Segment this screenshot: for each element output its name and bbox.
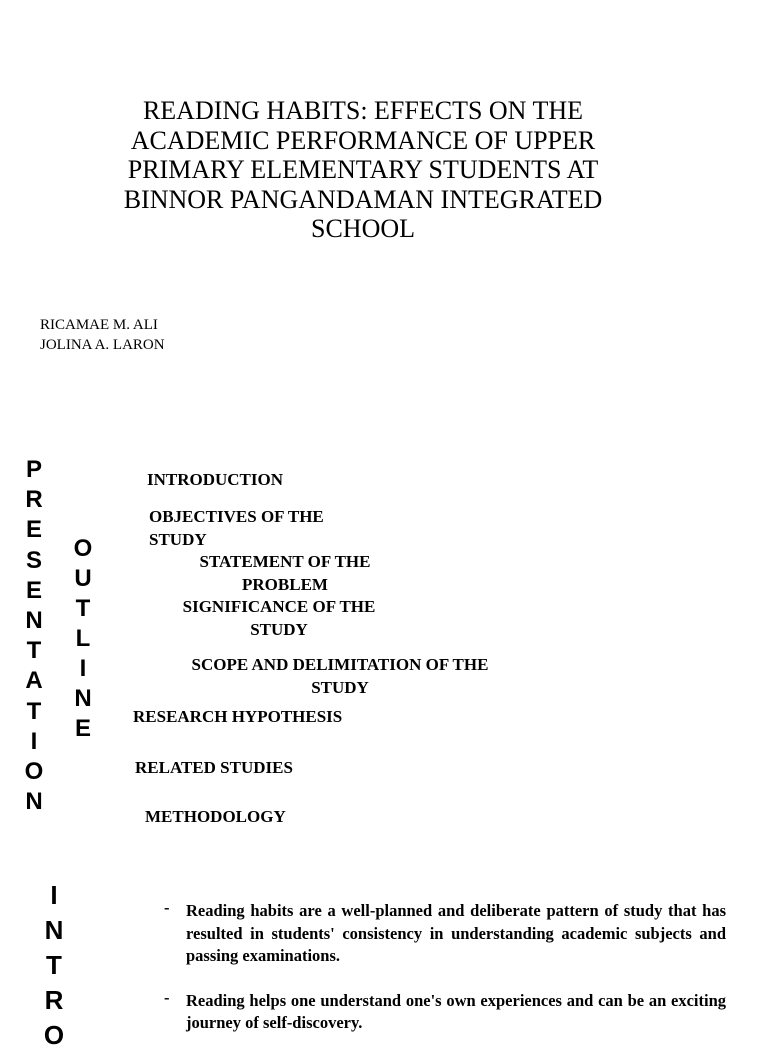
outline-item-hypothesis (133, 706, 342, 729)
vertical-letter: O (24, 757, 44, 785)
outline-item-statement (170, 551, 400, 596)
bullet-text: Reading habits are a well-planned and deliberate pattern of study that has resulted in students' consistency in understanding academic subjects and passing examinations. (186, 901, 726, 965)
vertical-letter: N (25, 788, 43, 816)
outline-item-text: STUDY (311, 677, 369, 697)
vertical-letter: I (30, 727, 38, 755)
vertical-letter: I (50, 880, 58, 910)
outline-item-text: OBJECTIVES OF THE (149, 507, 324, 526)
vertical-outline-label (69, 534, 97, 744)
bullet-text: Reading helps one understand one's own experiences and can be an exciting journey of self-discovery. (186, 990, 726, 1032)
vertical-letter: E (25, 516, 42, 544)
outline-item-text: STATEMENT OF THE (199, 552, 371, 571)
outline-item-text: RELATED STUDIES (135, 758, 293, 777)
outline-item-text: STUDY (149, 529, 207, 549)
outline-item-text: SCOPE AND DELIMITATION OF THE (191, 655, 489, 674)
author-name: RICAMAE M. ALI (40, 317, 158, 333)
vertical-letter: A (25, 667, 43, 695)
title-line: PRIMARY ELEMENTARY STUDENTS AT (127, 155, 599, 184)
vertical-letter: T (46, 950, 62, 980)
outline-item-introduction (147, 469, 283, 492)
vertical-letter: I (79, 655, 87, 682)
vertical-letter: U (74, 565, 92, 592)
title-line: BINNOR PANGANDAMAN INTEGRATED (123, 184, 603, 214)
author-list (40, 315, 165, 355)
title-line: SCHOOL (310, 214, 415, 243)
vertical-intro-label (39, 878, 69, 1053)
vertical-letter: N (74, 685, 92, 712)
vertical-letter: T (26, 637, 42, 665)
outline-item-methodology (145, 806, 286, 829)
vertical-letter: E (25, 576, 42, 604)
vertical-letter: T (26, 697, 42, 725)
outline-item-significance (168, 596, 390, 641)
vertical-presentation-label (20, 455, 48, 817)
vertical-letter: L (75, 625, 91, 652)
outline-item-related (135, 757, 293, 780)
vertical-letter: O (73, 535, 93, 562)
outline-item-text: INTRODUCTION (147, 470, 284, 489)
outline-item-text: SIGNIFICANCE OF THE (182, 597, 376, 616)
vertical-letter: O (43, 1020, 65, 1050)
author-name: JOLINA A. LARON (40, 337, 165, 353)
list-item (160, 900, 726, 968)
vertical-letter: R (25, 486, 43, 514)
vertical-letter: N (25, 606, 43, 634)
outline-item-objectives (149, 506, 324, 551)
list-item (160, 987, 726, 1035)
vertical-letter: R (44, 985, 64, 1015)
vertical-letter: S (25, 546, 42, 574)
document-title (90, 96, 636, 244)
outline-item-text: METHODOLOGY (145, 807, 286, 826)
vertical-letter: N (44, 915, 64, 945)
vertical-letter: P (25, 456, 42, 483)
vertical-letter: T (75, 595, 91, 622)
title-line: ACADEMIC PERFORMANCE OF UPPER (130, 125, 596, 155)
bullet-marker: - (164, 987, 170, 1007)
outline-item-text: PROBLEM (242, 574, 328, 594)
title-line: READING HABITS: EFFECTS ON THE (142, 96, 584, 125)
outline-item-text: STUDY (250, 619, 308, 639)
outline-item-text: RESEARCH HYPOTHESIS (133, 707, 343, 726)
bullet-marker: - (164, 898, 170, 917)
vertical-letter: E (74, 715, 91, 742)
outline-item-scope (170, 654, 510, 699)
intro-bullet-list (160, 900, 726, 1057)
